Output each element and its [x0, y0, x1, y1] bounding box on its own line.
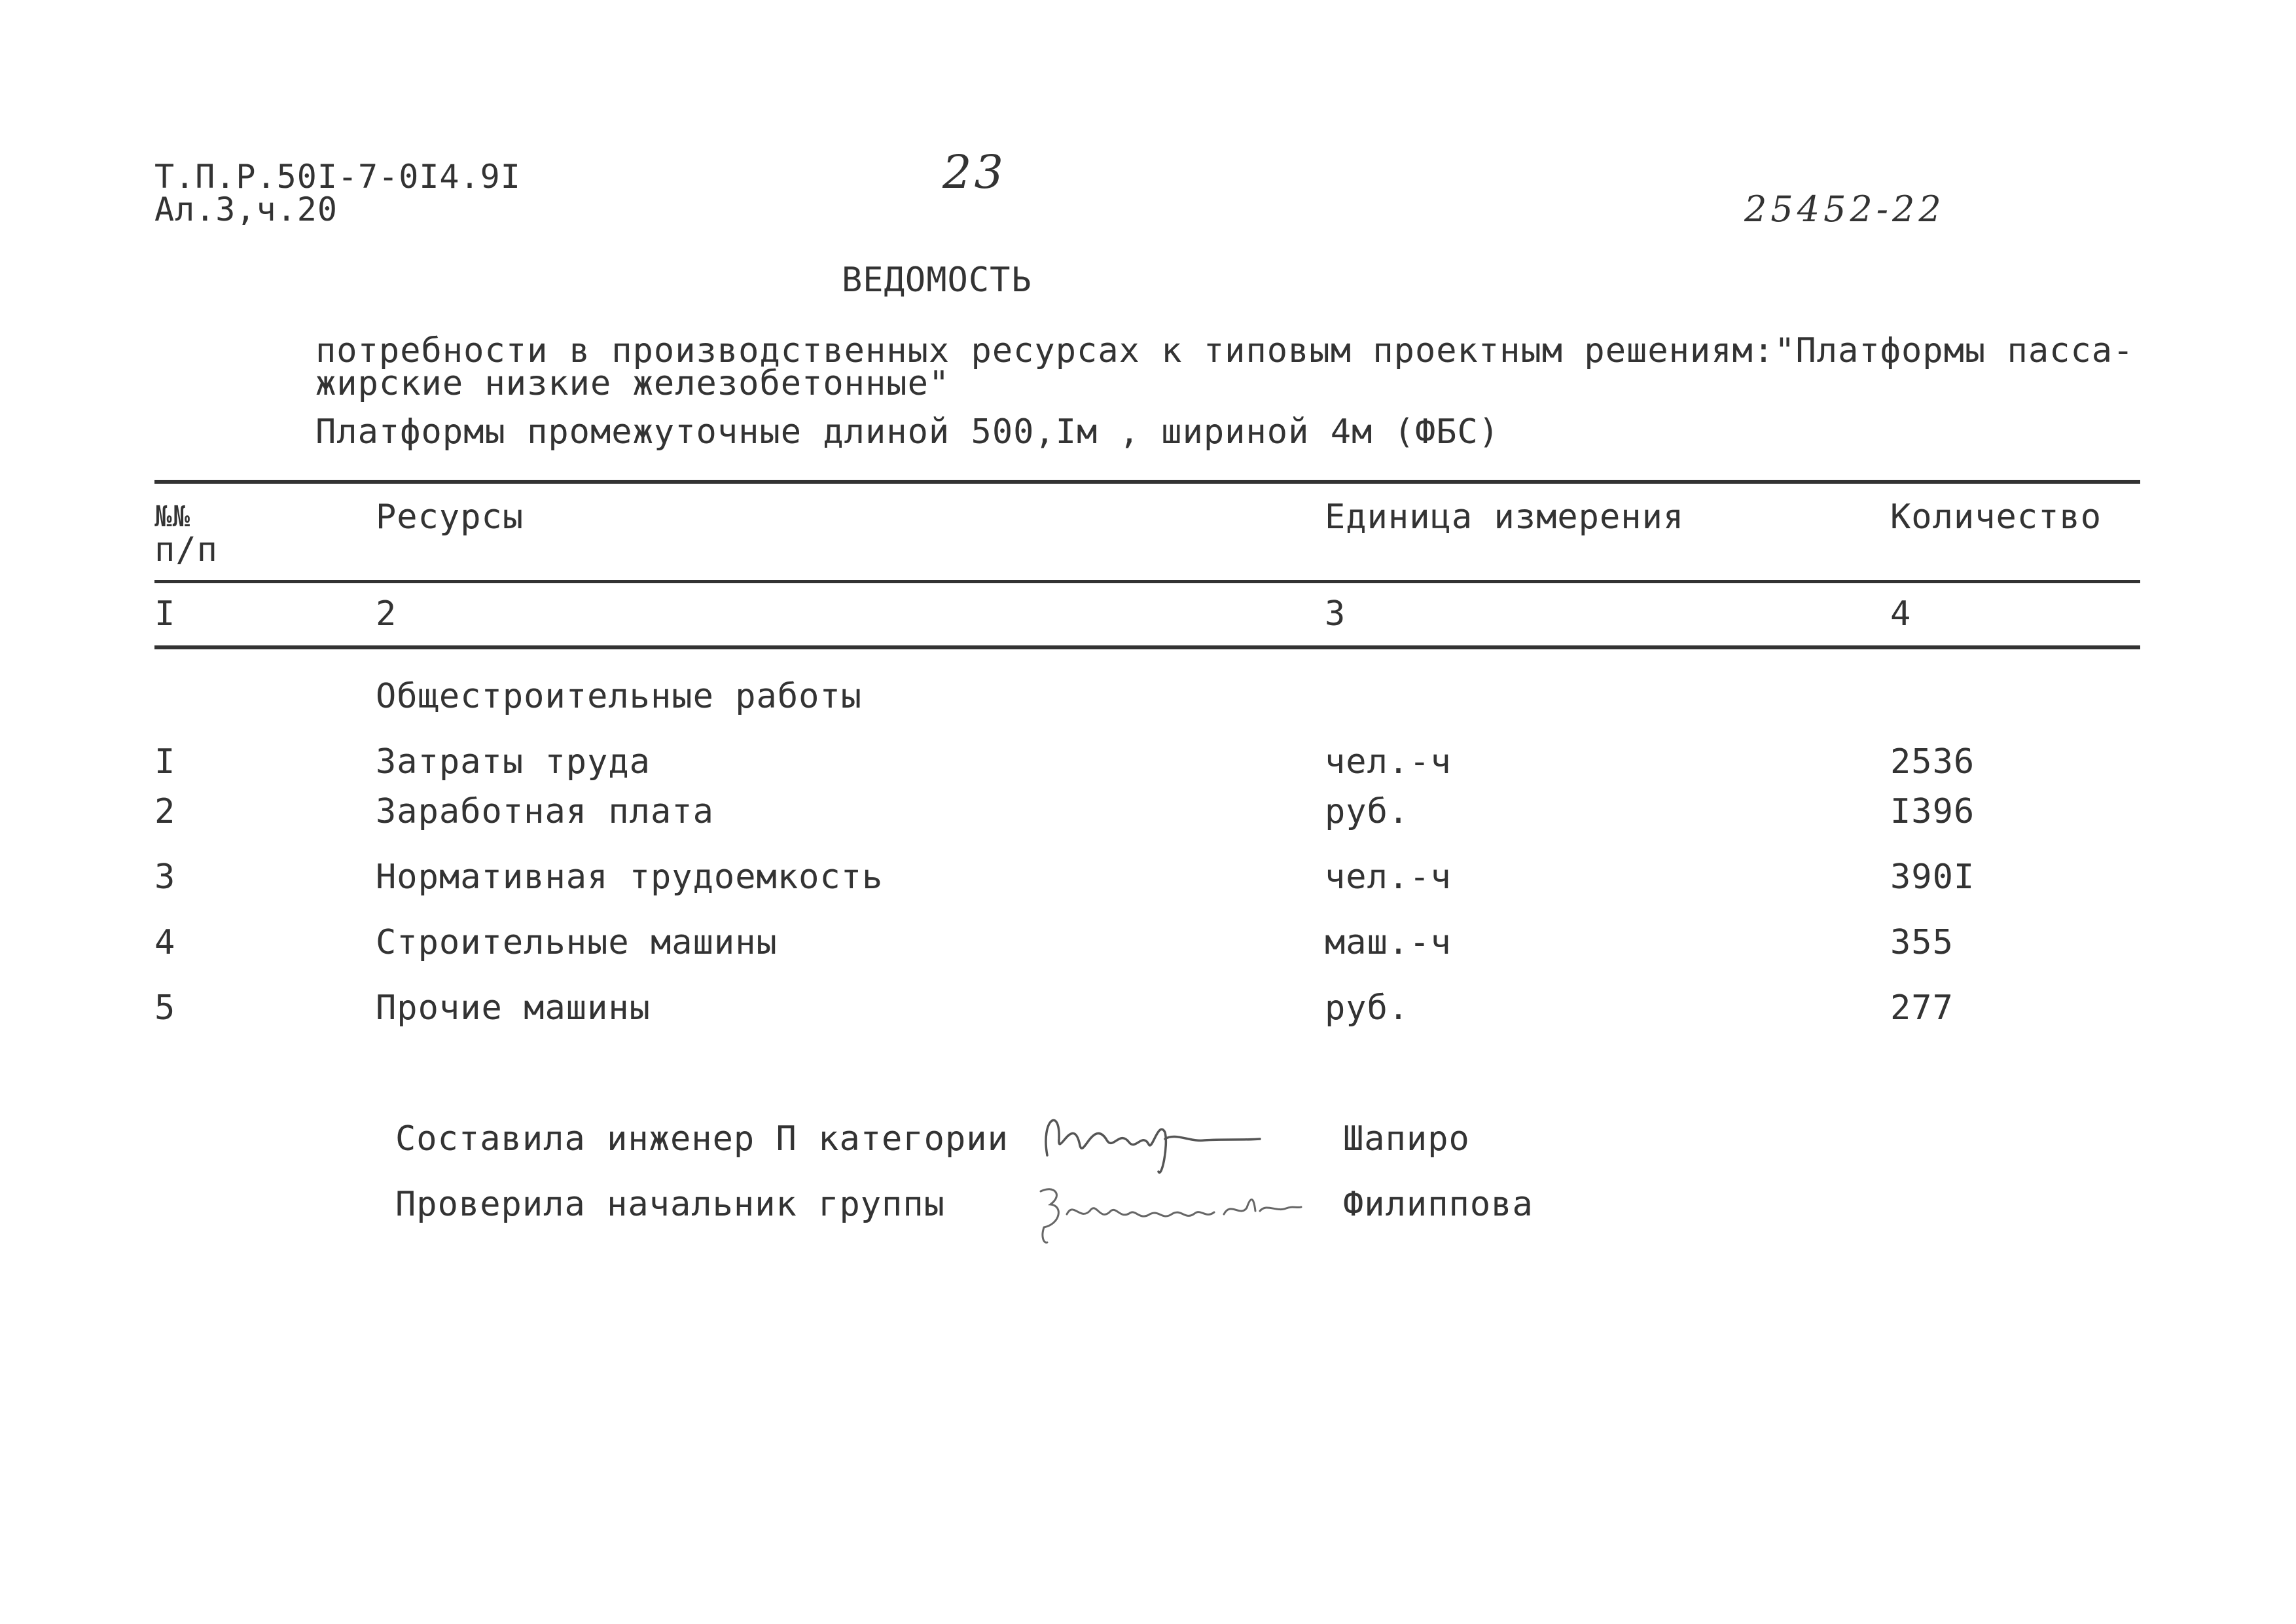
row-unit: чел.-ч — [1325, 857, 1452, 897]
column-number: 2 — [376, 594, 397, 634]
page-number: 23 — [942, 145, 1007, 199]
subtitle-line-1: потребности в производственных ресурсах к типовым проектным решениям:"Платформы пасса- — [315, 331, 2134, 370]
row-number: I — [154, 742, 176, 782]
document-code: Т.П.Р.50I-7-0I4.9I — [154, 158, 521, 196]
compiler-name: Шапиро — [1343, 1119, 1470, 1159]
row-unit: руб. — [1325, 988, 1410, 1028]
row-resource: Заработная плата — [376, 792, 714, 831]
document-title: ВЕДОМОСТЬ — [842, 261, 1032, 300]
row-number: 5 — [154, 988, 176, 1028]
row-unit: чел.-ч — [1325, 742, 1452, 782]
archive-number: 25452-22 — [1744, 189, 1945, 230]
row-quantity: 2536 — [1890, 742, 1975, 782]
header-unit: Единица измерения — [1325, 497, 1685, 537]
checker-signature — [1028, 1165, 1302, 1250]
row-unit: руб. — [1325, 792, 1410, 831]
row-quantity: 390I — [1890, 857, 1975, 897]
row-resource: Строительные машины — [376, 923, 778, 962]
row-unit: маш.-ч — [1325, 923, 1452, 962]
header-resource: Ресурсы — [376, 497, 524, 537]
row-resource: Прочие машины — [376, 988, 651, 1028]
subtitle-line-3: Платформы промежуточные длиной 500,Iм , шириной 4м (ФБС) — [315, 412, 1500, 452]
row-quantity: 355 — [1890, 923, 1954, 962]
subtitle-line-2: жирские низкие железобетонные" — [315, 364, 950, 403]
checker-role: Проверила начальник группы — [395, 1185, 945, 1224]
column-number: 4 — [1890, 594, 1912, 634]
header-bottom-rule — [154, 580, 2140, 583]
table-top-rule — [154, 480, 2140, 484]
row-resource: Затраты труда — [376, 742, 651, 782]
row-resource: Нормативная трудоемкость — [376, 857, 884, 897]
header-num-line-1: №№ — [154, 500, 190, 533]
checker-name: Филиппова — [1343, 1185, 1534, 1224]
section-title: Общестроительные работы — [376, 677, 863, 716]
row-number: 2 — [154, 792, 176, 831]
column-number: 3 — [1325, 594, 1346, 634]
header-num-line-2: п/п — [154, 530, 218, 569]
column-number: I — [154, 594, 176, 634]
row-quantity: 277 — [1890, 988, 1954, 1028]
row-number: 4 — [154, 923, 176, 962]
album-part: Ал.3,ч.20 — [154, 190, 338, 228]
header-quantity: Количество — [1890, 497, 2102, 537]
compiler-role: Составила инженер П категории — [395, 1119, 1009, 1159]
row-quantity: I396 — [1890, 792, 1975, 831]
row-number: 3 — [154, 857, 176, 897]
column-numbers-rule — [154, 645, 2140, 649]
